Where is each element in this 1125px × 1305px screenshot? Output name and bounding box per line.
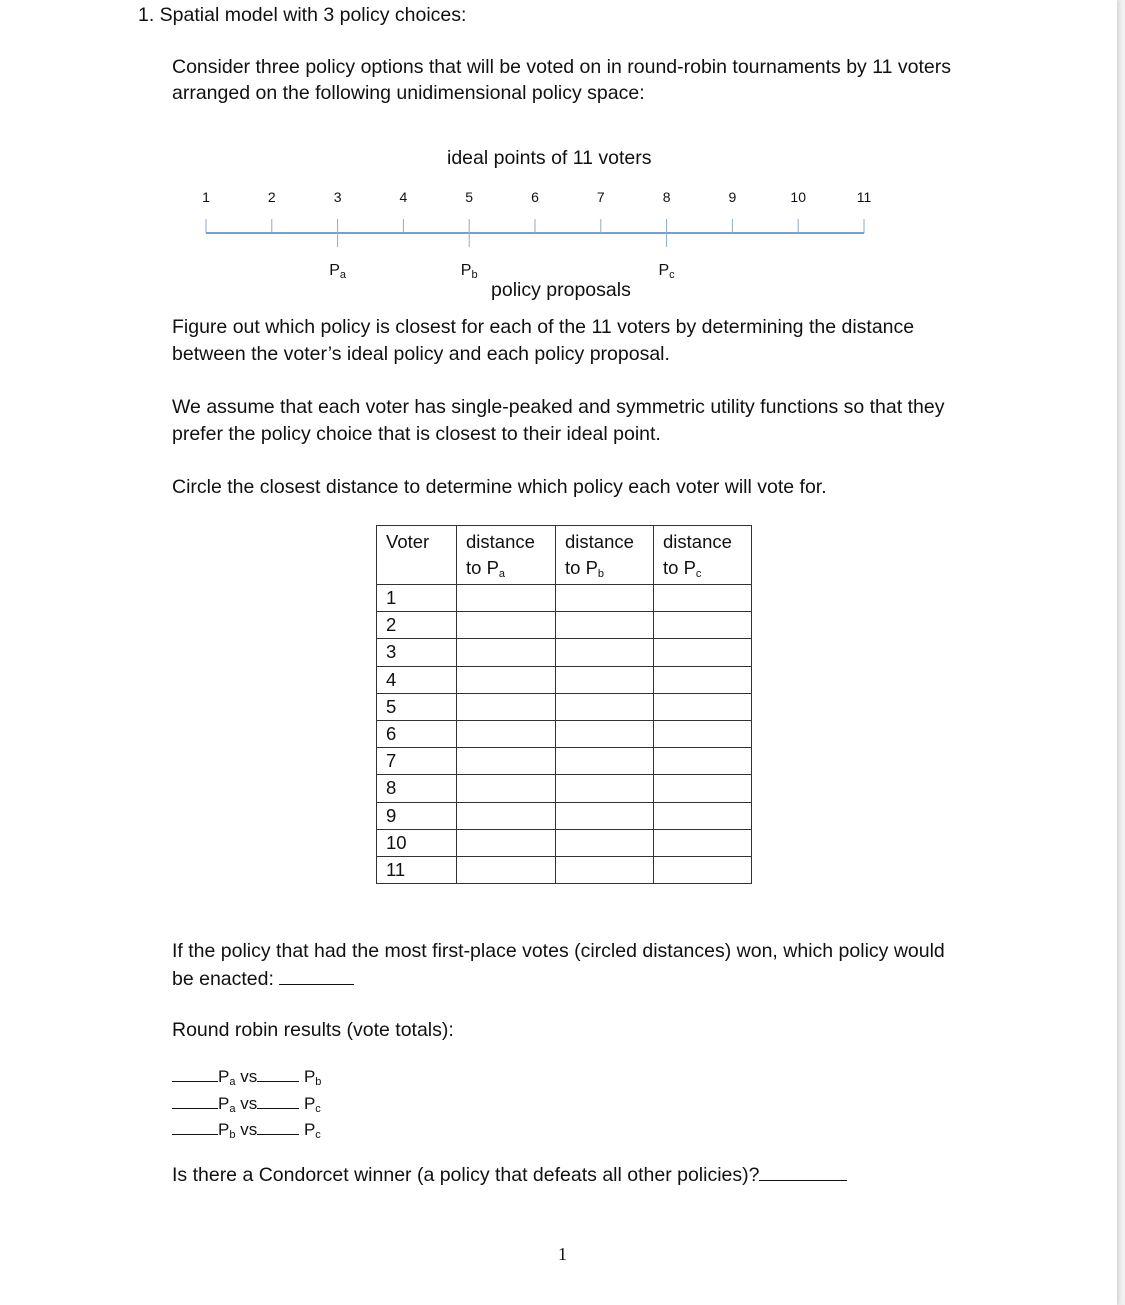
distance-to-pa-cell[interactable] [457, 666, 556, 693]
distance-to-pa-cell[interactable] [457, 720, 556, 747]
distance-to-pc-cell[interactable] [654, 693, 752, 720]
voter-number-cell: 1 [377, 585, 457, 612]
distance-to-pa-cell[interactable] [457, 585, 556, 612]
voter-point-label: 8 [662, 189, 671, 205]
distance-to-pb-cell[interactable] [556, 639, 654, 666]
matchup-row: $P_a$ vs $P_c$ [172, 1091, 321, 1118]
distance-to-pa-cell[interactable] [457, 829, 556, 856]
distance-to-pc-cell[interactable] [654, 639, 752, 666]
table-row [377, 829, 752, 856]
table-row [377, 585, 752, 612]
voter-number-cell: 3 [377, 639, 457, 666]
proposal-label-pa: Pa [329, 262, 346, 281]
header-distance-to-pc: distance to $P_c$ [654, 526, 752, 585]
distance-to-pc-cell[interactable] [654, 720, 752, 747]
condorcet-answer-blank[interactable] [759, 1160, 847, 1181]
table-row [377, 639, 752, 666]
condorcet-question: Is there a Condorcet winner (a policy that defeats all other policies)? [172, 1160, 847, 1188]
header-distance-to-pb: distance to $P_b$ [556, 526, 654, 585]
distance-to-pc-cell[interactable] [654, 748, 752, 775]
distance-to-pa-cell[interactable] [457, 802, 556, 829]
table-row [377, 802, 752, 829]
table-row [377, 612, 752, 639]
distance-to-pb-cell[interactable] [556, 775, 654, 802]
distance-to-pa-cell[interactable] [457, 856, 556, 883]
voter-point-label: 10 [790, 189, 806, 205]
distance-to-pb-cell[interactable] [556, 612, 654, 639]
voter-point-label: 9 [728, 189, 737, 205]
distance-to-pa-cell[interactable] [457, 612, 556, 639]
voter-number-cell: 7 [377, 748, 457, 775]
distance-to-pa-cell[interactable] [457, 639, 556, 666]
header-distance-to-pa: distance to $P_a$ [457, 526, 556, 585]
distance-to-pa-cell[interactable] [457, 693, 556, 720]
distance-to-pc-cell[interactable] [654, 585, 752, 612]
plurality-question-line-2: be enacted: [172, 964, 354, 992]
table-header-row [377, 526, 752, 585]
instruction-1-line-1: Figure out which policy is closest for each of the 11 voters by determining the distance [172, 316, 915, 338]
distance-to-pc-cell[interactable] [654, 856, 752, 883]
vote-total-blank[interactable] [172, 1118, 218, 1135]
table-row [377, 666, 752, 693]
instruction-3: Circle the closest distance to determine which policy each voter will vote for. [172, 476, 827, 498]
table-row [377, 856, 752, 883]
voter-point-label: 2 [267, 189, 276, 205]
vote-total-blank[interactable] [257, 1065, 299, 1082]
diagram-title: ideal points of 11 voters [447, 147, 652, 169]
intro-line-2: arranged on the following unidimensional policy space: [172, 82, 645, 104]
instruction-2-line-1: We assume that each voter has single-peaked and symmetric utility functions so that they [172, 396, 945, 418]
distance-to-pb-cell[interactable] [556, 693, 654, 720]
table-row [377, 720, 752, 747]
vote-total-blank[interactable] [172, 1092, 218, 1109]
intro-line-1: Consider three policy options that will be voted on in round-robin tournaments by 11 voters [172, 56, 951, 78]
table-row [377, 775, 752, 802]
voter-number-cell: 5 [377, 693, 457, 720]
voter-point-label: 6 [531, 189, 539, 205]
distance-to-pc-cell[interactable] [654, 612, 752, 639]
voter-number-cell: 2 [377, 612, 457, 639]
distance-to-pb-cell[interactable] [556, 666, 654, 693]
instruction-2-line-2: prefer the policy choice that is closest to their ideal point. [172, 423, 661, 445]
distance-to-pb-cell[interactable] [556, 720, 654, 747]
distance-to-pb-cell[interactable] [556, 585, 654, 612]
voter-number-cell: 6 [377, 720, 457, 747]
voter-point-label: 7 [596, 189, 605, 205]
distance-to-pb-cell[interactable] [556, 748, 654, 775]
matchup-row: $P_b$ vs $P_c$ [172, 1117, 321, 1144]
voter-point-label: 4 [399, 189, 408, 205]
voter-number-cell: 9 [377, 802, 457, 829]
round-robin-matchups [172, 1064, 321, 1144]
distance-to-pc-cell[interactable] [654, 666, 752, 693]
distance-to-pb-cell[interactable] [556, 802, 654, 829]
voter-point-label: 3 [333, 189, 342, 205]
vote-total-blank[interactable] [257, 1092, 299, 1109]
plurality-answer-blank[interactable] [279, 964, 354, 985]
policy-proposals-caption: policy proposals [491, 279, 631, 301]
page-number: 1 [558, 1244, 567, 1264]
voter-point-label: 5 [465, 189, 474, 205]
proposal-label-pb: Pb [460, 262, 478, 281]
vote-total-blank[interactable] [172, 1065, 218, 1082]
table-row [377, 693, 752, 720]
voter-number-cell: 11 [377, 856, 457, 883]
voter-point-label: 1 [202, 189, 210, 205]
vote-total-blank[interactable] [257, 1118, 299, 1135]
distance-to-pa-cell[interactable] [457, 748, 556, 775]
instruction-1-line-2: between the voter’s ideal policy and each policy proposal. [172, 343, 670, 365]
distance-to-pb-cell[interactable] [556, 829, 654, 856]
round-robin-title: Round robin results (vote totals): [172, 1019, 454, 1041]
distance-to-pa-cell[interactable] [457, 775, 556, 802]
voter-number-cell: 8 [377, 775, 457, 802]
plurality-question-line-1: If the policy that had the most first-place votes (circled distances) won, which policy would [172, 940, 945, 962]
distance-to-pc-cell[interactable] [654, 829, 752, 856]
question-title: 1. Spatial model with 3 policy choices: [138, 4, 467, 26]
voter-point-label: 11 [856, 189, 872, 205]
distance-table [376, 525, 752, 884]
distance-to-pc-cell[interactable] [654, 802, 752, 829]
proposal-label-pc: Pc [658, 262, 675, 281]
voter-number-cell: 4 [377, 666, 457, 693]
matchup-row: $P_a$ vs $P_b$ [172, 1064, 321, 1091]
voter-number-cell: 10 [377, 829, 457, 856]
distance-to-pb-cell[interactable] [556, 856, 654, 883]
header-voter: Voter [377, 526, 457, 585]
distance-to-pc-cell[interactable] [654, 775, 752, 802]
table-row [377, 748, 752, 775]
